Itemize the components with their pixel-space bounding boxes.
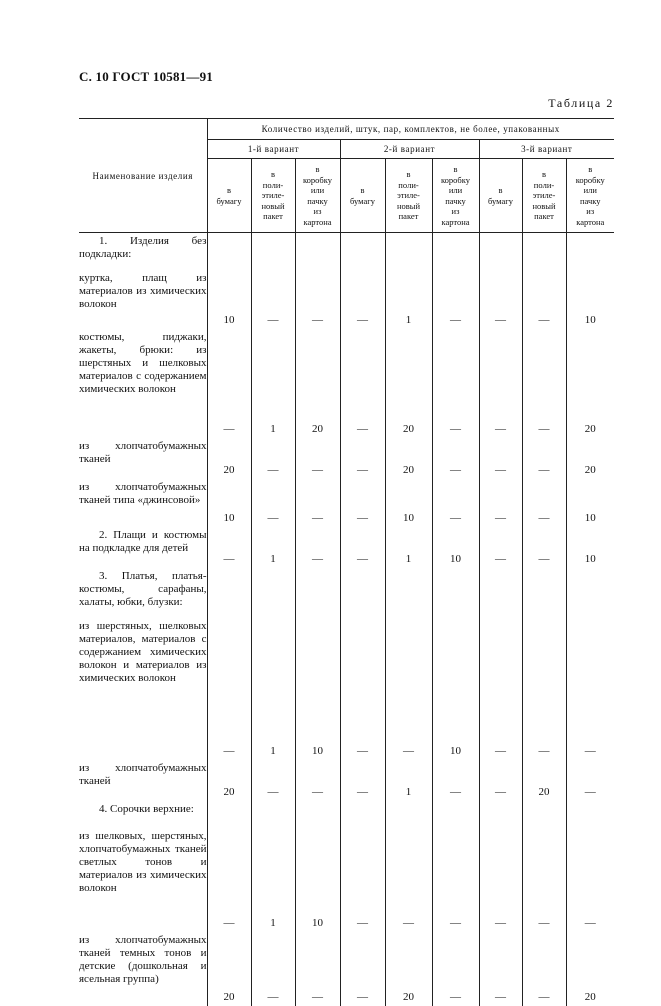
item-name: 1. Изделия без подкладки: <box>79 235 207 260</box>
quantity-cell: 10 <box>295 828 340 932</box>
table-row <box>79 618 614 760</box>
item-name-cell <box>79 618 207 760</box>
item-name-cell <box>79 329 207 438</box>
quantity-cell: — <box>479 329 522 438</box>
quantity-cell: 1 <box>251 828 295 932</box>
quantity-cell: 10 <box>207 479 251 527</box>
quantity-cell: — <box>295 527 340 568</box>
quantity-cell: 20 <box>295 329 340 438</box>
quantity-cell: — <box>340 438 385 479</box>
quantity-cell <box>566 568 614 618</box>
item-name-cell <box>79 932 207 1006</box>
quantity-cell: 10 <box>385 479 432 527</box>
quantity-cell: — <box>479 618 522 760</box>
quantity-cell <box>522 801 566 828</box>
subcolumn-header: в бумагу <box>207 159 251 233</box>
item-name: костюмы, пиджаки, жакеты, брюки: из шерстяных и шелковых материалов с содержанием химических волокон <box>79 331 207 395</box>
quantity-cell <box>566 233 614 271</box>
quantity-cell <box>479 233 522 271</box>
packaging-table <box>79 118 614 1006</box>
quantity-cell: 10 <box>566 479 614 527</box>
quantity-cell: — <box>207 329 251 438</box>
quantity-cell: — <box>479 527 522 568</box>
quantity-cell: 20 <box>385 329 432 438</box>
quantity-cell: 20 <box>566 438 614 479</box>
quantity-cell <box>340 801 385 828</box>
table-row <box>79 527 614 568</box>
quantity-cell: — <box>340 329 385 438</box>
quantity-cell: — <box>522 828 566 932</box>
quantity-cell <box>385 801 432 828</box>
quantity-cell: 1 <box>251 527 295 568</box>
subcolumn-header: в коробку или пачку из картона <box>566 159 614 233</box>
quantity-cell <box>207 233 251 271</box>
quantity-cell: 1 <box>251 618 295 760</box>
quantity-cell: — <box>566 618 614 760</box>
quantity-cell <box>385 568 432 618</box>
quantity-cell <box>479 568 522 618</box>
quantity-cell: 10 <box>566 270 614 329</box>
quantity-cell <box>479 801 522 828</box>
quantity-cell: — <box>340 932 385 1006</box>
quantity-cell: — <box>479 760 522 801</box>
quantity-cell: — <box>432 828 479 932</box>
quantity-cell: — <box>432 329 479 438</box>
subcolumn-header: в коробку или пачку из картона <box>295 159 340 233</box>
quantity-cell: — <box>432 932 479 1006</box>
quantity-cell: — <box>251 932 295 1006</box>
quantity-cell: — <box>295 932 340 1006</box>
quantity-cell: 1 <box>385 527 432 568</box>
subcolumn-header: в коробку или пачку из картона <box>432 159 479 233</box>
quantity-cell <box>251 568 295 618</box>
item-name: из хлопчатобумажных тканей <box>79 440 207 465</box>
quantity-cell: — <box>295 270 340 329</box>
quantity-cell <box>432 568 479 618</box>
subcolumn-header: в пoли- этиле- новый пакет <box>522 159 566 233</box>
quantity-cell: — <box>295 479 340 527</box>
table-row <box>79 828 614 932</box>
quantity-cell: 10 <box>432 527 479 568</box>
table-row <box>79 760 614 801</box>
quantity-cell: 20 <box>566 329 614 438</box>
quantity-cell: — <box>522 932 566 1006</box>
variant-1-header: 1-й вариант <box>207 140 340 159</box>
table-row <box>79 479 614 527</box>
item-name-cell <box>79 568 207 618</box>
quantity-cell: — <box>479 932 522 1006</box>
quantity-cell <box>207 568 251 618</box>
table-row <box>79 568 614 618</box>
quantity-cell: — <box>340 618 385 760</box>
quantity-cell: — <box>251 479 295 527</box>
table-row <box>79 932 614 1006</box>
quantity-cell: 1 <box>385 270 432 329</box>
item-name-cell <box>79 527 207 568</box>
table-row <box>79 270 614 329</box>
quantity-cell: — <box>340 527 385 568</box>
quantity-cell <box>295 568 340 618</box>
item-name: 4. Сорочки верхние: <box>99 803 194 815</box>
item-name-cell <box>79 801 207 828</box>
quantity-cell: — <box>340 828 385 932</box>
quantity-cell: — <box>207 618 251 760</box>
quantity-cell <box>340 568 385 618</box>
table-row <box>79 233 614 271</box>
quantity-cell: — <box>251 438 295 479</box>
quantity-cell: 20 <box>207 760 251 801</box>
item-name: куртка, плащ из материалов из химических волокон <box>79 272 207 310</box>
quantity-cell <box>522 568 566 618</box>
item-name-cell <box>79 760 207 801</box>
quantity-cell: — <box>295 438 340 479</box>
quantity-cell <box>295 801 340 828</box>
quantity-cell <box>566 801 614 828</box>
subcolumn-header: в пoли- этиле- новый пакет <box>251 159 295 233</box>
quantity-cell <box>295 233 340 271</box>
quantity-cell: 10 <box>295 618 340 760</box>
subcolumn-header: в бумагу <box>479 159 522 233</box>
variant-2-header: 2-й вариант <box>340 140 479 159</box>
quantity-cell: — <box>432 270 479 329</box>
table-row <box>79 438 614 479</box>
quantity-cell <box>251 233 295 271</box>
quantity-cell <box>432 801 479 828</box>
item-name: 3. Платья, платья-костюмы, сарафаны, халаты, юбки, блузки: <box>79 570 207 608</box>
item-name: 2. Плащи и костюмы на подкладке для детей <box>79 529 207 554</box>
quantity-cell: — <box>522 438 566 479</box>
quantity-cell: — <box>479 479 522 527</box>
quantity-cell: — <box>522 618 566 760</box>
quantity-cell: 10 <box>207 270 251 329</box>
quantity-cell <box>251 801 295 828</box>
quantity-cell: — <box>340 270 385 329</box>
quantity-cell: 1 <box>251 329 295 438</box>
quantity-cell <box>522 233 566 271</box>
name-column-header: Наименование изделия <box>79 119 207 233</box>
quantity-cell: — <box>479 828 522 932</box>
quantity-cell: — <box>295 760 340 801</box>
table-row <box>79 801 614 828</box>
quantity-cell: — <box>432 438 479 479</box>
quantity-cell: 20 <box>207 438 251 479</box>
quantity-cell: 20 <box>566 932 614 1006</box>
quantity-cell: — <box>522 479 566 527</box>
quantity-cell: — <box>566 828 614 932</box>
item-name-cell <box>79 270 207 329</box>
quantity-cell <box>340 233 385 271</box>
item-name-cell <box>79 233 207 271</box>
quantity-cell: — <box>522 527 566 568</box>
quantity-cell: — <box>207 527 251 568</box>
subcolumn-header: в пoли- этиле- новый пакет <box>385 159 432 233</box>
quantity-cell: — <box>479 270 522 329</box>
quantity-cell: 20 <box>385 438 432 479</box>
item-name-cell <box>79 479 207 527</box>
quantity-cell: 20 <box>385 932 432 1006</box>
quantity-cell: 10 <box>432 618 479 760</box>
quantity-cell <box>385 233 432 271</box>
quantity-cell <box>432 233 479 271</box>
quantity-cell: — <box>251 270 295 329</box>
variant-3-header: 3-й вариант <box>479 140 614 159</box>
quantity-cell: — <box>385 828 432 932</box>
quantity-cell: 20 <box>522 760 566 801</box>
table-row <box>79 329 614 438</box>
quantity-cell: — <box>522 270 566 329</box>
quantity-header: Количество изделий, штук, пар, комплектов, не более, упакованных <box>207 119 614 140</box>
quantity-cell: — <box>479 438 522 479</box>
quantity-cell: 1 <box>385 760 432 801</box>
quantity-cell: — <box>432 760 479 801</box>
quantity-cell <box>207 801 251 828</box>
quantity-cell: — <box>251 760 295 801</box>
item-name: из хлопчатобумажных тканей типа «джинсовой» <box>79 481 207 506</box>
quantity-cell: 20 <box>207 932 251 1006</box>
item-name: из хлопчатобумажных тканей темных тонов и детские (дошкольная и ясельная группа) <box>79 934 207 985</box>
table-label: Таблица 2 <box>548 96 614 110</box>
subcolumn-header: в бумагу <box>340 159 385 233</box>
quantity-cell: — <box>522 329 566 438</box>
quantity-cell: — <box>207 828 251 932</box>
quantity-cell: — <box>432 479 479 527</box>
item-name: из шерстяных, шелковых материалов, материалов с содержанием химических волокон и материалов из химических волокон <box>79 620 207 684</box>
item-name: из хлопчатобумажных тканей <box>79 762 207 787</box>
quantity-cell: — <box>340 760 385 801</box>
quantity-cell: 10 <box>566 527 614 568</box>
item-name: из шелковых, шерстяных, хлопчатобумажных тканей светлых тонов и материалов из химических волокон <box>79 830 207 894</box>
page-header: С. 10 ГОСТ 10581—91 <box>79 69 213 84</box>
quantity-cell: — <box>385 618 432 760</box>
item-name-cell <box>79 828 207 932</box>
quantity-cell: — <box>566 760 614 801</box>
quantity-cell: — <box>340 479 385 527</box>
item-name-cell <box>79 438 207 479</box>
